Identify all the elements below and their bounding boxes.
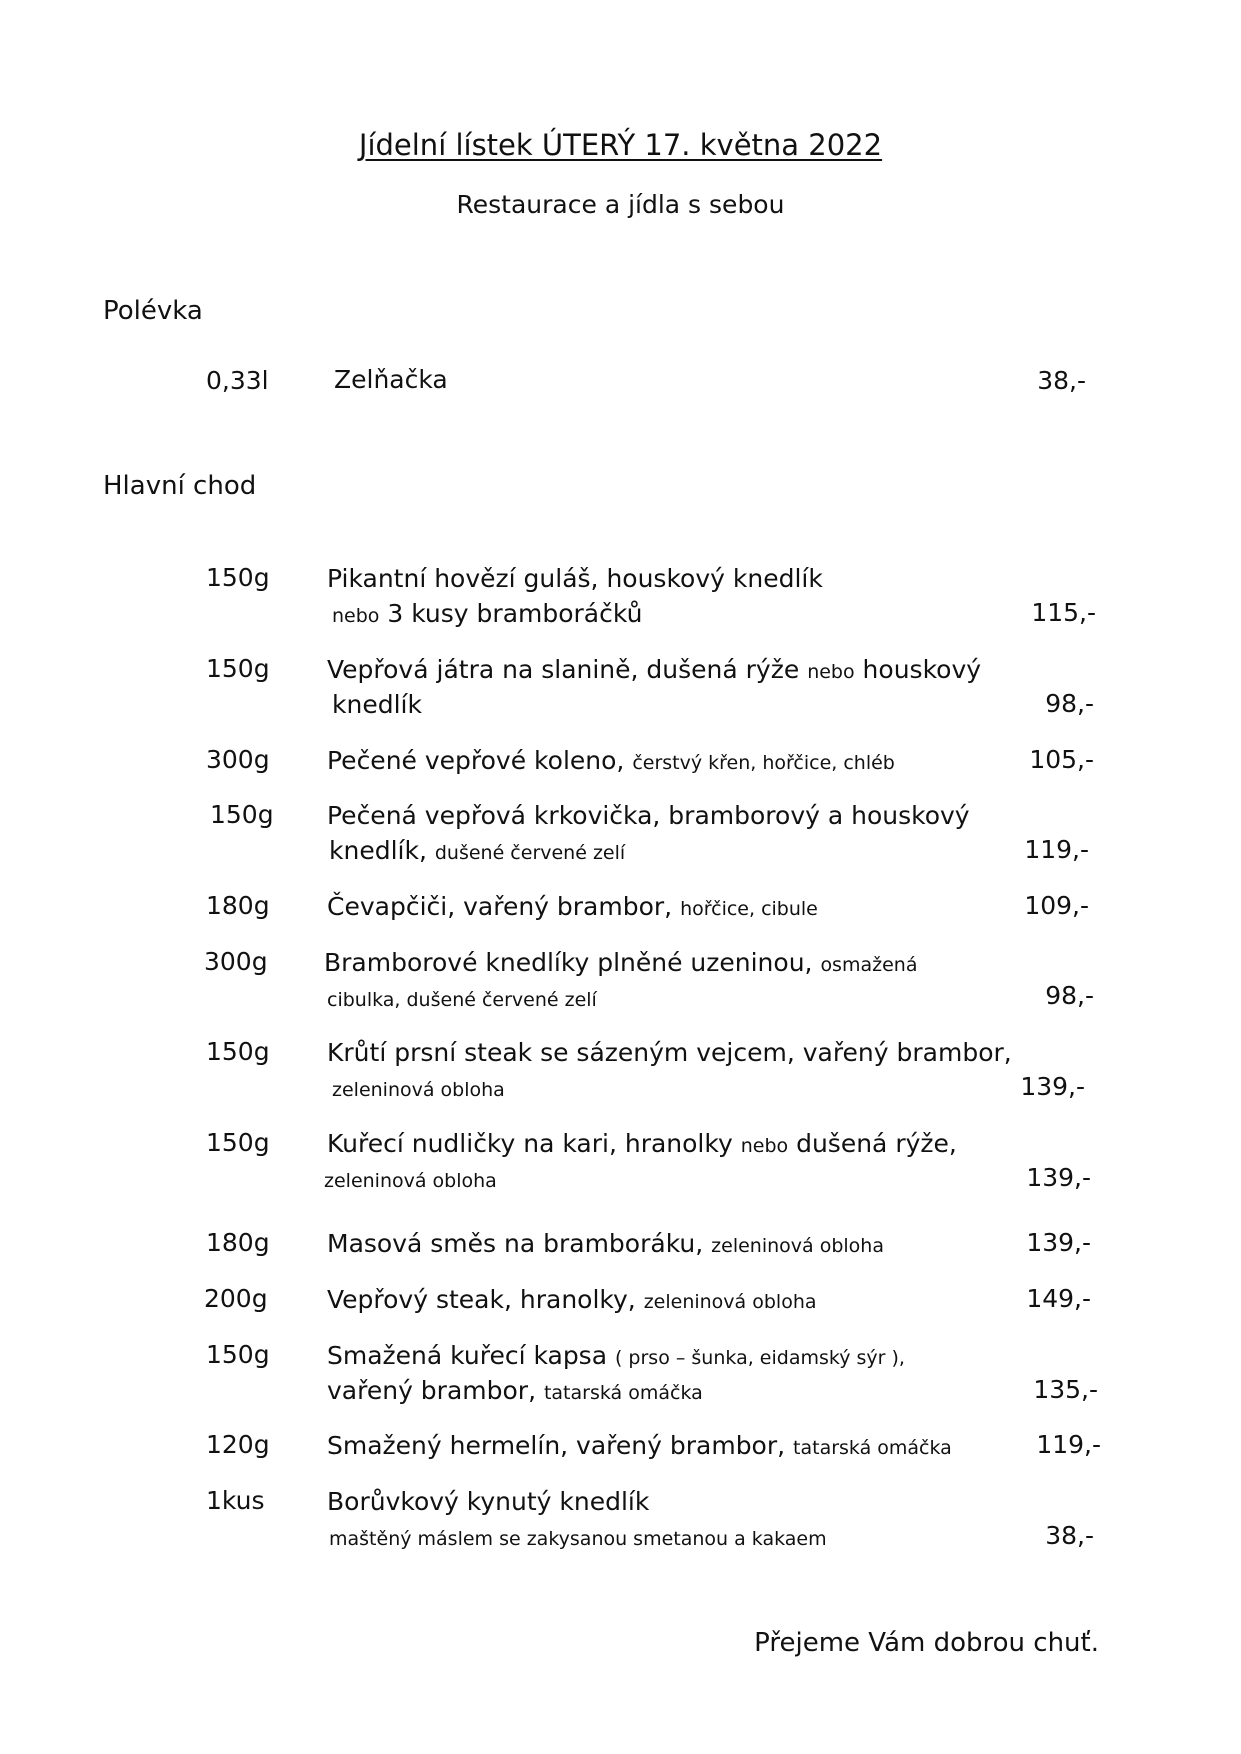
item-line2: vařený brambor, tatarská omáčka: [327, 1376, 703, 1405]
item-line2: knedlík: [332, 690, 422, 719]
item-price: 139,-: [1020, 1072, 1085, 1101]
page-subtitle: Restaurace a jídla s sebou: [456, 190, 785, 219]
item-line1: Smažená kuřecí kapsa ( prso – šunka, eidamský sýr ),: [327, 1341, 905, 1370]
page-title: Jídelní lístek ÚTERÝ 17. května 2022: [358, 128, 883, 162]
item-weight: 150g: [206, 1037, 270, 1066]
item-line1: Pečené vepřové koleno, čerstvý křen, hořčice, chléb: [327, 746, 895, 775]
item-weight: 150g: [206, 563, 270, 592]
soup-price: 38,-: [1037, 366, 1086, 395]
closing-greeting: Přejeme Vám dobrou chuť.: [754, 1628, 1099, 1658]
item-price: 98,-: [1045, 689, 1094, 718]
item-line1: Vepřový steak, hranolky, zeleninová obloha: [327, 1285, 817, 1314]
item-line2: nebo 3 kusy bramboráčků: [332, 599, 643, 628]
item-line1: Bramborové knedlíky plněné uzeninou, osmažená: [324, 948, 918, 977]
item-weight: 180g: [206, 891, 270, 920]
item-price: 109,-: [1024, 891, 1089, 920]
item-price: 139,-: [1026, 1163, 1091, 1192]
item-line1: Pikantní hovězí guláš, houskový knedlík: [327, 564, 823, 593]
item-line2: knedlík, dušené červené zelí: [329, 836, 626, 865]
item-price: 135,-: [1033, 1375, 1098, 1404]
item-weight: 150g: [210, 800, 274, 829]
item-line1: Kuřecí nudličky na kari, hranolky nebo dušená rýže,: [327, 1129, 957, 1158]
section-heading-soup: Polévka: [103, 296, 203, 326]
item-price: 139,-: [1026, 1228, 1091, 1257]
item-line1: Čevapčiči, vařený brambor, hořčice, cibule: [327, 892, 818, 921]
item-line1: Vepřová játra na slanině, dušená rýže nebo houskový: [327, 655, 982, 684]
item-weight: 300g: [206, 745, 270, 774]
item-price: 38,-: [1045, 1521, 1094, 1550]
item-weight: 150g: [206, 654, 270, 683]
item-weight: 150g: [206, 1340, 270, 1369]
item-price: 98,-: [1045, 981, 1094, 1010]
item-price: 149,-: [1026, 1284, 1091, 1313]
soup-weight: 0,33l: [206, 366, 269, 395]
item-line2: zeleninová obloha: [324, 1170, 497, 1192]
item-weight: 120g: [206, 1430, 270, 1459]
item-line1: Pečená vepřová krkovička, bramborový a houskový: [327, 801, 970, 830]
item-weight: 300g: [204, 947, 268, 976]
item-weight: 200g: [204, 1284, 268, 1313]
item-line2: zeleninová obloha: [332, 1079, 505, 1101]
section-heading-main: Hlavní chod: [103, 471, 257, 501]
item-line1: Borůvkový kynutý knedlík: [327, 1487, 650, 1516]
item-price: 105,-: [1029, 745, 1094, 774]
item-price: 119,-: [1024, 835, 1089, 864]
item-weight: 150g: [206, 1128, 270, 1157]
item-price: 119,-: [1036, 1430, 1101, 1459]
soup-name: Zelňačka: [334, 365, 448, 394]
item-weight: 180g: [206, 1228, 270, 1257]
item-line2: cibulka, dušené červené zelí: [327, 989, 597, 1011]
item-line2: maštěný máslem se zakysanou smetanou a kakaem: [329, 1528, 827, 1550]
item-weight: 1kus: [206, 1486, 265, 1515]
item-line1: Smažený hermelín, vařený brambor, tatarská omáčka: [327, 1431, 952, 1460]
item-price: 115,-: [1031, 598, 1096, 627]
item-line1: Masová směs na bramboráku, zeleninová obloha: [327, 1229, 884, 1258]
item-line1: Krůtí prsní steak se sázeným vejcem, vařený brambor,: [327, 1038, 1012, 1067]
